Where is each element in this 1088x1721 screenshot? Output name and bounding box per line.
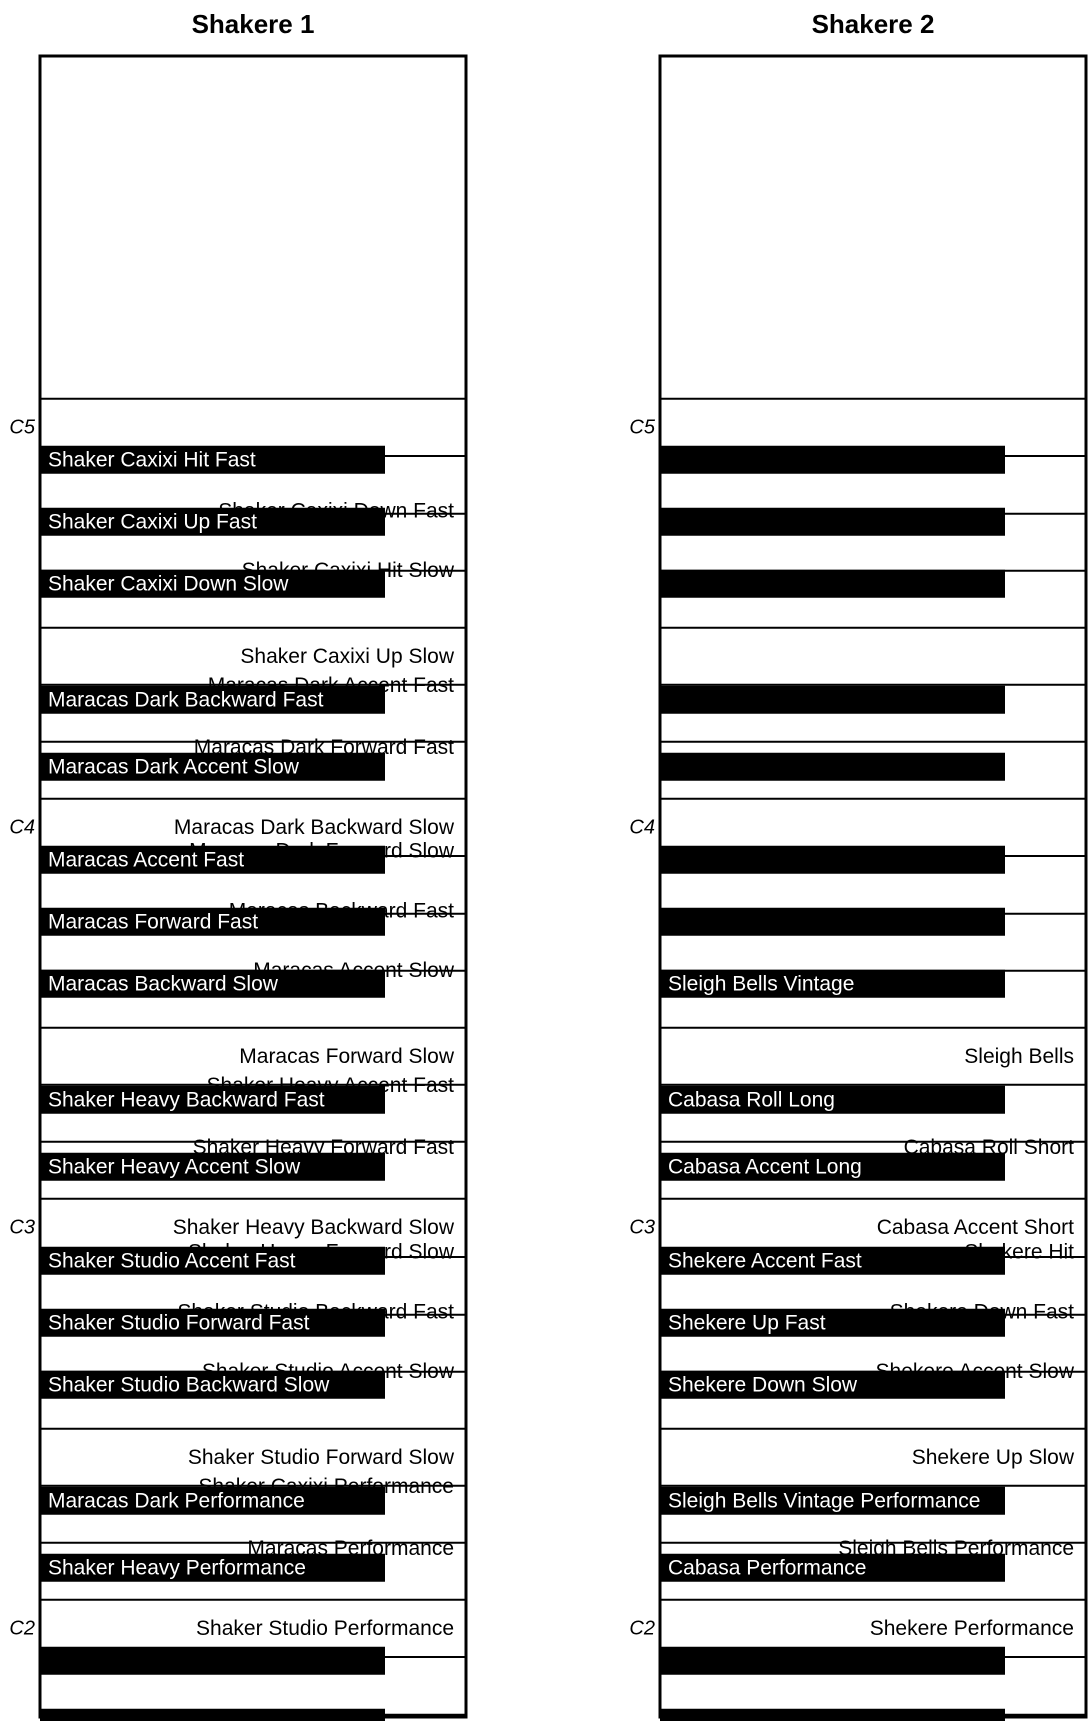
key-label: Shaker Caxixi Hit Fast <box>48 448 256 472</box>
octave-label-c4: C4 <box>629 816 655 839</box>
key-label: Shekere Up Fast <box>668 1311 826 1335</box>
black-key <box>660 846 1005 874</box>
key-label: Shaker Heavy Backward Fast <box>48 1088 325 1112</box>
key-label: Maracas Dark Performance <box>48 1489 305 1513</box>
key-label: Maracas Backward Slow <box>48 972 278 996</box>
key-label: Shaker Studio Forward Fast <box>48 1311 310 1335</box>
key-label: Maracas Accent Slow <box>253 958 454 982</box>
key-label: Cabasa Accent Long <box>668 1155 862 1179</box>
keyboard-1-title: Shakere 1 <box>191 9 315 39</box>
key-label: Maracas Dark Backward Slow <box>173 816 454 839</box>
key-label: Shaker Studio Forward Slow <box>187 1445 454 1469</box>
key-label: Maracas Dark Forward Fast <box>193 735 454 759</box>
key-label: Shekere Accent Slow <box>875 1359 1074 1383</box>
keyboard-2-title: Shakere 2 <box>811 9 935 39</box>
key-label: Shaker Heavy Accent Slow <box>48 1155 301 1179</box>
black-key <box>660 508 1005 536</box>
black-key <box>660 686 1005 714</box>
key-label: Maracas Forward Fast <box>48 910 259 934</box>
key-label: Sleigh Bells Performance <box>838 1536 1074 1560</box>
black-key <box>40 1709 385 1721</box>
black-key <box>660 446 1005 474</box>
black-key <box>660 1709 1005 1721</box>
octave-label-c4: C4 <box>9 816 35 839</box>
key-label: Shekere Up Slow <box>911 1445 1074 1469</box>
key-label: Shaker Heavy Performance <box>48 1556 306 1580</box>
key-label: Shaker Heavy Backward Slow <box>172 1216 454 1239</box>
key-label: Shekere Hit <box>964 1240 1074 1264</box>
key-label: Shaker Heavy Forward Fast <box>192 1135 454 1159</box>
key-label: Shekere Accent Fast <box>668 1249 862 1273</box>
key-label: Shaker Studio Performance <box>196 1617 454 1640</box>
key-label: Sleigh Bells <box>964 1044 1074 1068</box>
key-label: Shaker Caxixi Hit Slow <box>241 558 454 582</box>
key-label: Maracas Accent Fast <box>48 848 245 872</box>
key-label: Shaker Studio Backward Fast <box>177 1300 454 1324</box>
key-label: Shaker Caxixi Down Fast <box>218 499 454 523</box>
key-label: Shekere Down Slow <box>668 1373 858 1397</box>
octave-label-c3: C3 <box>629 1216 655 1239</box>
key-label: Shekere Down Fast <box>889 1300 1074 1324</box>
key-label: Shaker Studio Accent Fast <box>48 1249 296 1273</box>
key-label: Maracas Forward Slow <box>239 1044 454 1068</box>
key-label: Shaker Studio Backward Slow <box>48 1373 330 1397</box>
key-label: Shaker Heavy Accent Fast <box>206 1073 454 1097</box>
key-label: Maracas Performance <box>247 1536 454 1560</box>
key-label: Sleigh Bells Vintage Performance <box>668 1489 981 1513</box>
key-label: Shaker Heavy Forward Slow <box>187 1240 454 1264</box>
key-label: Cabasa Roll Short <box>903 1135 1074 1159</box>
key-label: Cabasa Accent Short <box>876 1216 1074 1239</box>
key-label: Shaker Caxixi Down Slow <box>48 572 289 596</box>
octave-label-c3: C3 <box>9 1216 35 1239</box>
key-label: Shaker Caxixi Up Slow <box>240 644 454 668</box>
key-label: Shekere Performance <box>869 1617 1074 1640</box>
key-label: Shaker Caxixi Up Fast <box>48 510 257 534</box>
black-key <box>660 570 1005 598</box>
black-key <box>660 753 1005 781</box>
key-label: Maracas Dark Forward Slow <box>189 839 454 863</box>
key-label: Maracas Backward Fast <box>228 899 454 923</box>
key-label: Sleigh Bells Vintage <box>668 972 855 996</box>
key-label: Cabasa Performance <box>668 1556 867 1580</box>
key-label: Cabasa Roll Long <box>668 1088 835 1112</box>
key-label: Maracas Dark Accent Fast <box>207 673 454 697</box>
key-label: Maracas Dark Accent Slow <box>48 755 299 779</box>
octave-label-c5: C5 <box>629 416 655 439</box>
key-label: Shaker Caxixi Performance <box>198 1474 454 1498</box>
octave-label-c2: C2 <box>9 1617 35 1640</box>
key-label: Maracas Dark Backward Fast <box>48 688 324 712</box>
key-label: Shaker Studio Accent Slow <box>201 1359 454 1383</box>
octave-label-c5: C5 <box>9 416 35 439</box>
black-key <box>660 1647 1005 1675</box>
black-key <box>660 908 1005 936</box>
octave-label-c2: C2 <box>629 1617 655 1640</box>
black-key <box>40 1647 385 1675</box>
